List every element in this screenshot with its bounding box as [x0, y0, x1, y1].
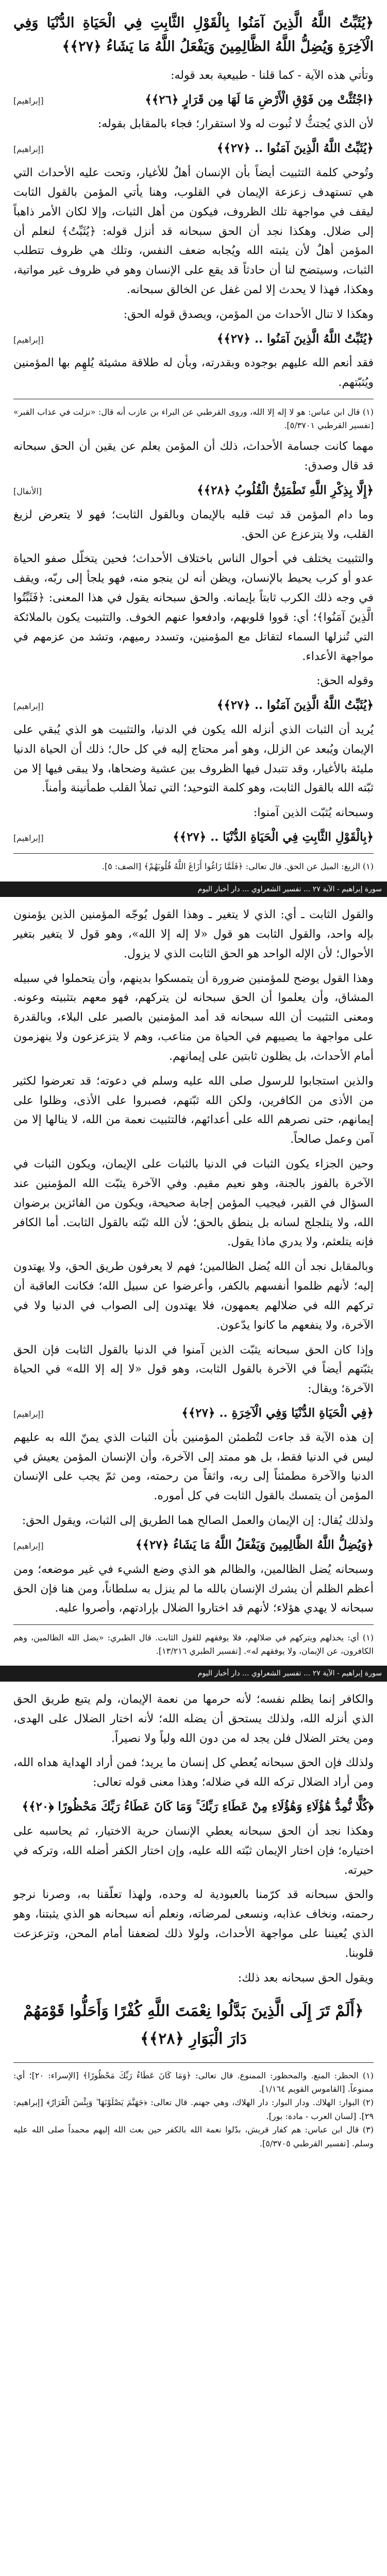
quran-verse [13, 481, 374, 500]
paragraph: والتثبيت يختلف في أحوال الناس باختلاف الأحداث؛ فحين يتخلّل صفو الحياة عدو أو كرب يحيط بالإنسان، ويظن أنه لن ينجو منه، فهو يلجأ إلى ربّه، ويقف في وجه ذلك الكرب ثابتاً بإيمانه. والحق سبحانه يقول في هذا المعنى: ﴿فَثَبِّتُوا الَّذِينَ آمَنُوا﴾؛ أي: قووا قلوبهم، وادفعوا عنهم الخوف. والتثبيت يكون بالملائكة التي تُنزلها السماء لتقاتل مع المؤمنين، وتسدد رميهم، وتشد من عزمهم في مواجهة الأعداء. [13, 552, 374, 663]
paragraph: والحق سبحانه قد كرّمنا بالعبودية له وحده، ولهذا تعلّقنا به، وصرنا نرجو رحمته، ونخاف عذابه، ونسعى لمرضاته، ونعلم أنه سبحانه هو الذي يثبتنا، وهو الذي يُعيننا على مواجهة الأحداث، ولولا ذلك لضعفنا أمام المحن، وتزعزعت قلوبنا. [13, 1888, 374, 1960]
paragraph: لأن الذي يُجتثُّ لا ثُبوت له ولا استقرار؛ فجاء بالمقابل بقوله: [97, 117, 374, 131]
quran-verse [13, 330, 374, 349]
paragraph: وحين الجزاء يكون الثبات في الدنيا بالثبات على الإيمان، ويكون الثبات في الآخرة بالفوز بالجنة، وهو نعيم مقيم. وفي الآخرة يثبّت الله المؤمنين عند السؤال في القبر، فيجيب المؤمن إجابة صحيحة، ويكون من الفائزين برضوان الله، ولا يتلجلج لسانه بل ينطق بالحق؛ لأن الله ثبّته بالقول الثابت. أما الكافر فإنه يتلعثم، ولا يدري ماذا يقول. [13, 1158, 374, 1249]
paragraph: وهذا القول يوضح للمؤمنين ضرورة أن يتمسكوا بدينهم، وأن يتحملوا في سبيله المشاق، وأن يعلموا أن الحق سبحانه لن يتركهم، فهو معهم بتثبيته وعونه. ومعنى التثبيت أن الله سبحانه قد أمد المؤمنين بالصبر على البلاء، وبالقدرة على مواجهة ما يصيبهم في الحياة من متاعب، وهم لا يتزعزعون ولا ينهزمون أمام الأحداث، بل يظلون ثابتين على إيمانهم. [13, 972, 374, 1063]
paragraph: وسبحانه يُضل الظالمين، والظالم هو الذي وضع الشيء في غير موضعه؛ ومن أعظم الظلم أن يشرك الإنسان بالله ما لم ينزل به سلطاناً، ومن هنا فإن الحق سبحانه لا يهدي هؤلاء؛ لأنهم قد اختاروا الضلال بإرادتهم، وأصروا عليه. [13, 1563, 374, 1615]
surah-reference: [إبراهيم] [13, 701, 44, 711]
verse-text: ﴿فِي الْحَيَاةِ الدُّنْيَا وَفِي الْآخِرَةِ .. ﴿٢٧﴾﴾ [181, 1406, 374, 1420]
verse-text: ﴿يُثَبِّتُ اللَّهُ الَّذِينَ آمَنُوا .. ﴿٢٧﴾﴾ [216, 331, 374, 346]
paragraph: ولذلك يُقال: إن الإيمان والعمل الصالح هما الطريق إلى الثبات، ويقول الحق: [22, 1514, 374, 1528]
header-verse: ﴿يُثَبِّتُ اللَّهُ الَّذِينَ آمَنُوا بِالْقَوْلِ الثَّابِتِ فِي الْحَيَاةِ الدُّنْيَا وَفِي الْآخِرَةِ وَيُضِلُّ اللَّهُ الظَّالِمِينَ وَيَفْعَلُ اللَّهُ مَا يَشَاءُ ﴿٢٧﴾﴾ [13, 15, 374, 55]
surah-reference: [إبراهيم] [13, 833, 44, 843]
footnote-separator [13, 1624, 374, 1625]
paragraph: والكافر إنما يظلم نفسه؛ لأنه حرمها من نعمة الإيمان، ولم يتبع طريق الحق الذي أنزله الله، ولذلك يستحق أن يضله الله؛ لأنه اختار الضلال على الهدى، ومن يختر الضلال فلن يجد له من دون الله ولياً ولا نصيراً. [13, 1693, 374, 1745]
quran-verse [13, 139, 374, 158]
paragraph: وهكذا نجد أن الحق سبحانه يعطي الإنسان حرية الاختيار، ثم يحاسبه على اختياره؛ فإن اختار الإيمان ثبّته الله عليه، وإن اختار الكفر أضله الله، وتركه في حيرته. [13, 1824, 374, 1877]
verse-text: ﴿وَيُضِلُّ اللَّهُ الظَّالِمِينَ وَيَفْعَلُ اللَّهُ مَا يَشَاءُ ﴿٢٧﴾﴾ [136, 1537, 374, 1552]
paragraph: يُريد أن الثبات الذي أنزله الله يكون في الدنيا، والتثبيت هو الذي يُبقي على الإيمان ويُبعد عن الزلل، وهو أمر محتاج إليه في كل حال؛ ذلك أن الحياة الدنيا مليئة بالأغيار، وقد تتبدل فيها الظروف بين عشية وضحاها، ولا يبقى فيها إلا من ثبّته الله بالقول الثابت، وهو كلمة التوحيد؛ التي تملأ القلب طمأنينة وأمناً. [13, 723, 374, 795]
paragraph: فقد أنعم الله عليهم بوجوده وبقدرته، وبأن له طلاقة مشيئة يُلهِم بها المؤمنين ويُثبّتهم. [13, 357, 374, 389]
verse-text: ﴿اجْتُثَّتْ مِن فَوْقِ الْأَرْضِ مَا لَهَا مِن قَرَارٍ ﴿٢٦﴾﴾ [145, 92, 374, 107]
quran-verse [13, 828, 374, 847]
paragraph: مهما كانت جسامة الأحداث، ذلك أن المؤمن يعلم عن يقين أن الحق سبحانه قد قال وصدق: [13, 440, 374, 473]
paragraph: وما دام المؤمن قد ثبت قلبه بالإيمان وبالقول الثابت؛ فهو لا يتعرض لزيغ القلب، ولا يتزعزع عن الحق. [13, 508, 374, 541]
paragraph: وقوله الحق: [316, 674, 374, 688]
footnote-separator [13, 853, 374, 854]
verse-text: ﴿يُثَبِّتُ اللَّهُ الَّذِينَ آمَنُوا .. ﴿٢٧﴾﴾ [216, 141, 374, 156]
paragraph: وسبحانه يُثبّت الذين آمنوا: [253, 806, 374, 820]
page-header-bar: سورة إبراهيم - الآية ٢٧ ... تفسير الشعراوي ... دار أخبار اليوم [0, 882, 387, 897]
surah-reference: [إبراهيم] [13, 95, 44, 106]
paragraph: وبالمقابل نجد أن الله يُضل الظالمين؛ فهم لا يعرفون طريق الحق، ولا يهتدون إليه؛ لأنهم ظلموا أنفسهم بالكفر، وأعرضوا عن سبيل الله؛ فكانت العاقبة أن تركهم الله في ضلالهم يعمهون، فلا يهتدون إلى الصواب في الدنيا ولا في الآخرة، ولا ينفعهم ما كانوا يدّعون. [13, 1260, 374, 1332]
closing-verse: ﴿أَلَمْ تَرَ إِلَى الَّذِينَ بَدَّلُوا نِعْمَتَ اللَّهِ كُفْرًا وَأَحَلُّوا قَوْمَهُمْ دَارَ الْبَوَارِ ﴿٢٨﴾﴾ [23, 2002, 364, 2048]
quran-verse [13, 1798, 374, 1817]
quran-verse [13, 1404, 374, 1423]
footnote-separator [13, 2062, 374, 2063]
surah-reference: [إبراهيم] [13, 334, 44, 345]
paragraph: ولذلك فإن الحق سبحانه يُعطي كل إنسان ما يريد؛ فمن أراد الهداية هداه الله، ومن أراد الضلال تركه الله في ضلاله؛ وهذا معنى قوله تعالى: [13, 1756, 374, 1789]
footnote: (١) قال ابن عباس: هو لا إله إلا الله، وروى القرطبي عن البراء بن عازب أنه قال: «نزلت في عذاب القبر» [تفسير القرطبي ٥/٣٧٠١]. [13, 407, 374, 430]
footnotes-block: (١) الحظر: المنع. والمحظور: الممنوع. قال تعالى: ﴿وَمَا كَانَ عَطَاءُ رَبِّكَ مَحْظُورًا﴾ [الإسراء: ٢٠]؛ أي: ممنوعاً. [القاموس القويم ١/١٦٤]. (٢) البوار: الهلاك. ودار البوار: دار الهلاك، وهي جهنم. قال تعالى: ﴿جَهَنَّمَ يَصْلَوْنَهَا ۖ وَبِئْسَ الْقَرَارُ﴾ [إبراهيم: ٢٩]. [لسان العرب - مادة: بور]. (٣) قال ابن عباس: هم كفار قريش، بدّلوا نعمة الله بالكفر حين بعث الله إليهم محمداً صلى الله عليه وسلم. [تفسير القرطبي ٥/٣٧٠٥]. [13, 2070, 374, 2148]
page-header-bar: سورة إبراهيم - الآية ٢٧ ... تفسير الشعراوي ... دار أخبار اليوم [0, 1666, 387, 1682]
paragraph: وتأتي هذه الآية - كما قلنا - طبيعية بعد قوله: [171, 69, 374, 82]
surah-reference: [إبراهيم] [13, 1409, 44, 1419]
verse-text: ﴿كُلًّا نُّمِدُّ هَٰؤُلَاءِ وَهَٰؤُلَاءِ مِنْ عَطَاءِ رَبِّكَ ۚ وَمَا كَانَ عَطَاءُ رَبِّكَ مَحْظُورًا ﴿٢٠﴾﴾ [22, 1800, 374, 1814]
quran-verse [13, 91, 374, 110]
verse-text: ﴿إِلَّا بِذِكْرِ اللَّهِ تَطْمَئِنُّ الْقُلُوبُ ﴿٢٨﴾﴾ [197, 483, 374, 497]
paragraph: وإذا كان الحق سبحانه يثبّت الذين آمنوا في الدنيا بالقول الثابت فإن الحق يثبّتهم أيضاً في الآخرة بالقول الثابت، وهو قول «لا إله إلا الله» في الحياة الآخرة؛ ويقال: [13, 1343, 374, 1396]
paragraph: وتُوحي كلمة التثبيت أيضاً بأن الإنسان أهلٌ للأغيار، وتحت عليه الأحداث التي هي تستهدف زعزعة الإيمان في القلوب، وهنا يأتي المؤمن بالقول الثابت ليقف في مواجهة تلك الظروف، فيكون من أهل الثبات، وإلا لكان الأمر ذاهباً إلى ضلال. وهكذا نجد أن الحق سبحانه قد أنزل قوله: ﴿يُثَبِّتُ﴾ لنعلم أن المؤمن أهلٌ لأن يثبته الله ويُجابه ضعف النفس، وتلك هي ظروف تتطلب الثبات، وسيتضح لنا أن حادثاً قد يقع على الإنسان وهو في ظروف غير مواتية، وهكذا، فهذا لا يحدث إلا لمن غفل عن الخالق سبحانه. [13, 166, 374, 296]
quran-verse [13, 696, 374, 715]
quran-verse [13, 1536, 374, 1555]
surah-reference: [إبراهيم] [13, 1540, 44, 1551]
paragraph: والذين استجابوا للرسول صلى الله عليه وسلم في دعوته؛ قد تعرضوا لكثير من الأذى من الكافرين، ولكن الله ثبّتهم، فصبروا على الأذى، وظلوا على إيمانهم، حتى نصرهم الله على أعدائهم، فالتثبيت نعمة من الله، لا ينالها إلا من آمن وعمل صالحاً. [13, 1074, 374, 1146]
verse-text: ﴿بِالْقَوْلِ الثَّابِتِ فِي الْحَيَاةِ الدُّنْيَا .. ﴿٢٧﴾﴾ [173, 830, 374, 844]
paragraph: وهكذا لا تنال الأحداث من المؤمن، ويصدق قوله الحق: [123, 308, 374, 321]
footnote: (١) الزيغ: الميل عن الحق. قال تعالى: ﴿فَلَمَّا زَاغُوا أَزَاغَ اللَّهُ قُلُوبَهُمْ﴾ [الصف: ٥]. [102, 861, 374, 871]
surah-reference: [الأنفال] [13, 486, 42, 496]
verse-text: ﴿يُثَبِّتُ اللَّهُ الَّذِينَ آمَنُوا .. ﴿٢٧﴾﴾ [216, 698, 374, 713]
paragraph: ويقول الحق سبحانه بعد ذلك: [238, 1971, 374, 1985]
surah-reference: [إبراهيم] [13, 144, 44, 155]
paragraph: والقول الثابت ـ أي: الذي لا يتغير ـ وهذا القول يُوجّه المؤمنين الذين يؤمنون بإله واحد، والقول الثابت هو قول «لا إله إلا الله»، وهو قول لا يتغير بتغير الأحوال؛ لأن الإله الواحد هو الحق الثابت الذي لا يزول. [13, 908, 374, 960]
footnote: (١) أي: يخذلهم ويتركهم في ضلالهم، فلا يوفقهم للقول الثابت. قال الطبري: «يضل الله الظالمين، وهم الكافرون، عن الإيمان، ولا يوفقهم له». [تفسير الطبري ١٣/٢١٦]. [13, 1633, 374, 1656]
paragraph: إن هذه الآية قد جاءت لتُطمئن المؤمنين بأن الثبات الذي يمنّ الله به عليهم ليس في الدنيا فقط، بل هو ممتد إلى الآخرة، وأن الإنسان المؤمن يعيش في الدنيا والآخرة مطمئناً إلى ربه، واثقاً من رحمته، ومن ثمّ يجب على الإنسان المؤمن أن يتمسك بالقول الثابت في كل أموره. [13, 1431, 374, 1503]
